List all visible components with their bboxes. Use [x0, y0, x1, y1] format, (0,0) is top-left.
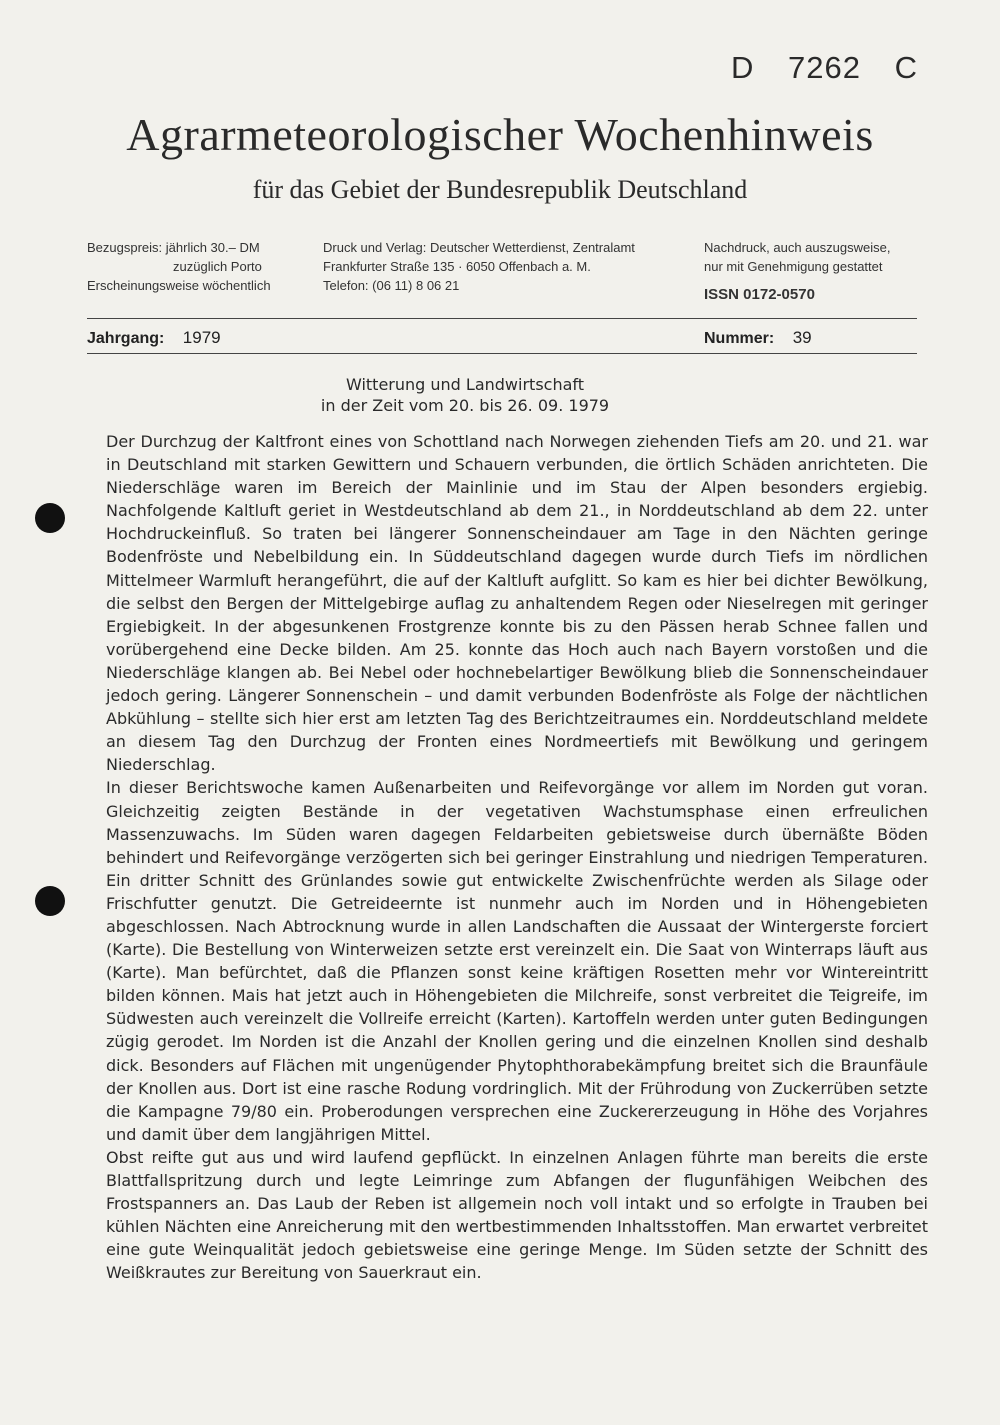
- address-line: Frankfurter Straße 135 · 6050 Offenbach a. M.: [323, 259, 591, 274]
- postage-line: zuzüglich Porto: [173, 259, 262, 274]
- year-value: 1979: [182, 328, 221, 347]
- document-code: D 7262 C: [731, 50, 918, 85]
- divider-top: [87, 318, 917, 319]
- price-line: Bezugspreis: jährlich 30.– DM: [87, 240, 260, 255]
- punch-hole: [35, 503, 65, 533]
- punch-hole: [35, 886, 65, 916]
- reprint-info: [704, 238, 934, 304]
- divider-bottom: [87, 353, 917, 354]
- section-title-line2: in der Zeit vom 20. bis 26. 09. 1979: [320, 396, 610, 415]
- section-heading: [0, 374, 930, 416]
- publication-title: Agrarmeteorologischer Wochenhinweis: [126, 109, 874, 160]
- publisher-info: [323, 238, 683, 295]
- frequency-line: Erscheinungsweise wöchentlich: [87, 278, 271, 293]
- paragraph-agriculture: In dieser Berichtswoche kamen Außenarbeiten und Reifevorgänge vor allem im Norden gut voran. Gleichzeitig zeigten Bestände in der vegetativen Wachstumsphase einen erfreulichen Massenzuwachs. Im Süden waren dagegen Feldarbeiten gebietsweise durch übernäßte Böden behindert und Reifevorgänge verzögerten sich bei geringer Einstrahlung und niedrigen Temperaturen. Ein dritter Schnitt des Grünlandes sowie gut entwickelte Zwischenfrüchte werden als Silage oder Frischfutter genutzt. Die Getreideernte ist nunmehr auch im Norden und in Höhengebieten abgeschlossen. Nach Abtrocknung wurde in allen Landschaften die Aussaat der Wintergerste forciert (Karte). Die Bestellung von Winterweizen setzte erst vereinzelt ein. Die Saat von Winterraps läuft aus (Karte). Man befürchtet, daß die Pflanzen sonst keine kräftigen Rosetten mehr vor Wintereintritt bilden können. Mais hat jetzt auch in Höhengebieten die Milchreife, sonst verbreitet die Teigreife, im Südwesten auch vereinzelt die Vollreife erreicht (Karten). Kartoffeln werden unter guten Bedingungen zügig gerodet. Im Norden ist die Anzahl der Knollen gering und die einzelnen Knollen sind deshalb dick. Besonders auf Flächen mit ungenügender Phytophthorabekämpfung breitet sich die Braunfäule der Knollen aus. Dort ist eine rasche Rodung vordringlich. Mit der Frührodung von Zuckerrüben setzte die Kampagne 79/80 ein. Proberodungen versprechen eine Zuckererzeugung in Höhe des Vorjahres und damit über dem langjährigen Mittel.: [106, 778, 928, 1144]
- number-field: [704, 328, 812, 348]
- paragraph-weather: Der Durchzug der Kaltfront eines von Schottland nach Norwegen ziehenden Tiefs am 20. und 21. war in Deutschland mit starken Gewittern und Schauern verbunden, die örtlich Schäden anrichteten. Die Niederschläge waren im Bereich der Mainlinie und im Stau der Alpen besonders ergiebig. Nachfolgende Kaltluft geriet in Westdeutschland ab dem 21., in Norddeutschland ab dem 22. unter Hochdruckeinfluß. So traten bei längerer Sonnenscheindauer am Tage in den Nächten geringe Bodenfröste und Nebelbildung ein. In Süddeutschland dagegen wurde durch Tiefs im nördlichen Mittelmeer Warmluft herangeführt, die auf der Kaltluft aufglitt. So kam es hier bei dichter Bewölkung, die selbst den Bergen der Mittelgebirge auflag zu anhaltendem Regen oder Nieselregen mit geringer Ergiebigkeit. In der abgesunkenen Frostgrenze konnte bis zu den Pässen herab Schnee fallen und vorübergehend eine Decke bilden. Am 25. konnte das Hoch auch nach Bayern vorstoßen und die Niederschläge klangen ab. Bei Nebel oder hochnebelartiger Bewölkung blieb die Sonnenscheindauer jedoch gering. Längerer Sonnenschein – und damit verbunden Bodenfröste als Folge der nächtlichen Abkühlung – stellte sich hier erst am letzten Tag des Berichtzeitraumes ein. Norddeutschland meldete an diesem Tag den Durchzug der Fronten eines Nordmeertiefs mit Bewölkung und geringem Niederschlag.: [106, 432, 928, 775]
- reprint-line: Nachdruck, auch auszugsweise,: [704, 240, 891, 255]
- year-field: [87, 328, 221, 348]
- issn: ISSN 0172-0570: [704, 286, 815, 303]
- number-label: Nummer:: [704, 330, 775, 347]
- publication-subtitle: für das Gebiet der Bundesrepublik Deutschland: [252, 175, 748, 204]
- report-body: [106, 430, 928, 1284]
- year-label: Jahrgang:: [87, 330, 165, 347]
- section-title-line1: Witterung und Landwirtschaft: [345, 375, 585, 394]
- phone-line: Telefon: (06 11) 8 06 21: [323, 278, 460, 293]
- subscription-info: [87, 238, 312, 295]
- publisher-line: Druck und Verlag: Deutscher Wetterdienst, Zentralamt: [323, 240, 635, 255]
- paragraph-fruit-wine: Obst reifte gut aus und wird laufend gepflückt. In einzelnen Anlagen führte man bereits die erste Blattfallspritzung durch und legte Leimringe zum Abfangen der flugunfähigen Weibchen des Frostspanners an. Das Laub der Reben ist allgemein noch voll intakt und so erfolgte in Trauben bei kühlen Nächten eine Anreicherung mit den wertbestimmenden Inhaltsstoffen. Man erwartet verbreitet eine gute Weinqualität jedoch gebietsweise eine geringe Menge. Im Süden setzte der Schnitt des Weißkrautes zur Bereitung von Sauerkraut ein.: [106, 1147, 928, 1283]
- permission-line: nur mit Genehmigung gestattet: [704, 259, 883, 274]
- number-value: 39: [792, 328, 812, 347]
